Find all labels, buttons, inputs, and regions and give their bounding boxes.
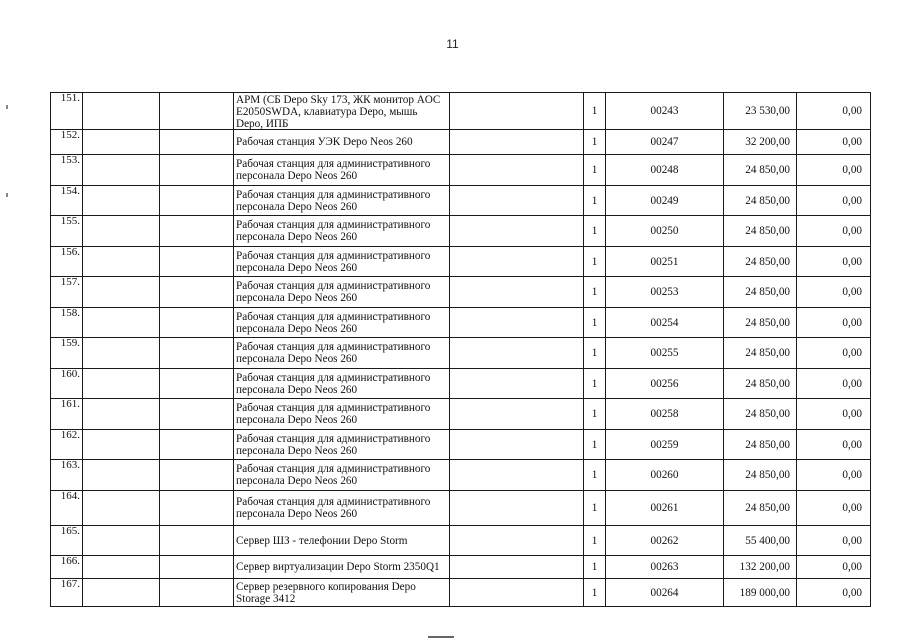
quantity-cell: 1	[584, 399, 606, 430]
inventory-code-cell: 00264	[606, 579, 724, 607]
quantity-cell: 1	[584, 247, 606, 277]
cost-cell: 24 850,00	[724, 491, 797, 526]
table-row	[51, 186, 871, 216]
quantity-cell: 1	[584, 216, 606, 247]
table-row	[51, 308, 871, 338]
inventory-code-cell: 00251	[606, 247, 724, 277]
empty-cell	[83, 155, 160, 186]
empty-cell	[160, 277, 234, 308]
inventory-code-cell: 00262	[606, 526, 724, 556]
margin-mark	[6, 105, 8, 109]
empty-cell	[160, 338, 234, 369]
empty-cell	[83, 526, 160, 556]
item-name-cell	[234, 155, 450, 186]
quantity-cell: 1	[584, 338, 606, 369]
item-name-text: Рабочая станция для административного персонала Depo Neos 260	[236, 496, 431, 520]
empty-cell	[450, 130, 584, 155]
cost-cell: 24 850,00	[724, 216, 797, 247]
table-row	[51, 155, 871, 186]
row-number-cell: 163.	[51, 460, 83, 491]
item-name-cell	[234, 430, 450, 460]
empty-cell	[450, 526, 584, 556]
empty-cell	[450, 579, 584, 607]
page-edge-mark	[428, 636, 454, 638]
item-name-cell	[234, 338, 450, 369]
cost-cell: 24 850,00	[724, 155, 797, 186]
empty-cell	[450, 247, 584, 277]
cost-cell: 32 200,00	[724, 130, 797, 155]
item-name-text: Сервер резервного копирования Depo Storage 3412	[236, 580, 416, 605]
empty-cell	[160, 579, 234, 607]
empty-cell	[160, 399, 234, 430]
table-row	[51, 130, 871, 155]
item-name-cell	[234, 460, 450, 491]
row-number-cell: 155.	[51, 216, 83, 247]
inventory-code-cell: 00253	[606, 277, 724, 308]
row-number-cell: 160.	[51, 369, 83, 399]
empty-cell	[450, 460, 584, 491]
item-name-cell	[234, 186, 450, 216]
page-number: 11	[446, 37, 459, 51]
item-name-text: Рабочая станция УЭК Depo Neos 260	[236, 136, 413, 148]
cost-cell: 24 850,00	[724, 186, 797, 216]
item-name-text: Рабочая станция для административного персонала Depo Neos 260	[236, 188, 431, 213]
item-name-text: Рабочая станция для административного персонала Depo Neos 260	[236, 463, 431, 487]
empty-cell	[450, 399, 584, 430]
quantity-cell: 1	[584, 526, 606, 556]
row-number-cell: 154.	[51, 186, 83, 216]
row-number-cell: 157.	[51, 277, 83, 308]
empty-cell	[450, 308, 584, 338]
quantity-cell: 1	[584, 430, 606, 460]
empty-cell	[160, 216, 234, 247]
cost-cell: 24 850,00	[724, 338, 797, 369]
cost-cell: 132 200,00	[724, 556, 797, 579]
residual-value-cell: 0,00	[797, 556, 871, 579]
cost-cell: 23 530,00	[724, 93, 797, 130]
table-row	[51, 579, 871, 607]
row-number-cell: 161.	[51, 399, 83, 430]
empty-cell	[450, 186, 584, 216]
residual-value-cell: 0,00	[797, 430, 871, 460]
row-number-cell: 152.	[51, 130, 83, 155]
empty-cell	[83, 338, 160, 369]
row-number-cell: 153.	[51, 155, 83, 186]
empty-cell	[160, 526, 234, 556]
residual-value-cell: 0,00	[797, 130, 871, 155]
residual-value-cell: 0,00	[797, 460, 871, 491]
table-row	[51, 247, 871, 277]
row-number-cell: 166.	[51, 556, 83, 579]
row-number-cell: 165.	[51, 526, 83, 556]
empty-cell	[83, 369, 160, 399]
row-number-cell: 164.	[51, 491, 83, 526]
empty-cell	[83, 491, 160, 526]
item-name-cell	[234, 556, 450, 579]
table-row	[51, 216, 871, 247]
quantity-cell: 1	[584, 556, 606, 579]
empty-cell	[450, 430, 584, 460]
item-name-text: Рабочая станция для административного персонала Depo Neos 260	[236, 371, 431, 396]
item-name-cell	[234, 579, 450, 607]
empty-cell	[160, 247, 234, 277]
residual-value-cell: 0,00	[797, 247, 871, 277]
inventory-code-cell: 00249	[606, 186, 724, 216]
empty-cell	[450, 93, 584, 130]
row-number-cell: 162.	[51, 430, 83, 460]
quantity-cell: 1	[584, 460, 606, 491]
residual-value-cell: 0,00	[797, 491, 871, 526]
item-name-cell	[234, 491, 450, 526]
item-name-text: Рабочая станция для административного персонала Depo Neos 260	[236, 341, 431, 365]
quantity-cell: 1	[584, 308, 606, 338]
quantity-cell: 1	[584, 130, 606, 155]
empty-cell	[160, 186, 234, 216]
table-row	[51, 460, 871, 491]
table-row	[51, 338, 871, 369]
item-name-text: Рабочая станция для административного персонала Depo Neos 260	[236, 432, 431, 457]
inventory-code-cell: 00243	[606, 93, 724, 130]
inventory-code-cell: 00256	[606, 369, 724, 399]
residual-value-cell: 0,00	[797, 155, 871, 186]
empty-cell	[83, 308, 160, 338]
empty-cell	[83, 216, 160, 247]
item-name-cell	[234, 369, 450, 399]
row-number-cell: 159.	[51, 338, 83, 369]
row-number-cell: 151.	[51, 93, 83, 130]
item-name-text: Рабочая станция для административного персонала Depo Neos 260	[236, 402, 431, 426]
quantity-cell: 1	[584, 93, 606, 130]
empty-cell	[160, 308, 234, 338]
empty-cell	[160, 491, 234, 526]
table-row	[51, 93, 871, 130]
empty-cell	[160, 556, 234, 579]
quantity-cell: 1	[584, 491, 606, 526]
item-name-cell	[234, 399, 450, 430]
inventory-code-cell: 00247	[606, 130, 724, 155]
residual-value-cell: 0,00	[797, 277, 871, 308]
empty-cell	[450, 369, 584, 399]
table-row	[51, 526, 871, 556]
inventory-code-cell: 00248	[606, 155, 724, 186]
item-name-text: Рабочая станция для административного персонала Depo Neos 260	[236, 249, 431, 274]
empty-cell	[450, 155, 584, 186]
empty-cell	[83, 399, 160, 430]
item-name-text: Рабочая станция для административного персонала Depo Neos 260	[236, 280, 431, 304]
empty-cell	[83, 556, 160, 579]
item-name-cell	[234, 93, 450, 130]
empty-cell	[450, 491, 584, 526]
empty-cell	[160, 460, 234, 491]
empty-cell	[450, 556, 584, 579]
cost-cell: 24 850,00	[724, 460, 797, 491]
quantity-cell: 1	[584, 186, 606, 216]
quantity-cell: 1	[584, 369, 606, 399]
item-name-cell	[234, 277, 450, 308]
quantity-cell: 1	[584, 155, 606, 186]
item-name-cell	[234, 308, 450, 338]
empty-cell	[83, 247, 160, 277]
residual-value-cell: 0,00	[797, 216, 871, 247]
table-row	[51, 369, 871, 399]
empty-cell	[83, 277, 160, 308]
empty-cell	[160, 130, 234, 155]
item-name-text: Сервер виртуализации Depo Storm 2350Q1	[236, 561, 440, 573]
empty-cell	[83, 430, 160, 460]
cost-cell: 55 400,00	[724, 526, 797, 556]
empty-cell	[160, 93, 234, 130]
residual-value-cell: 0,00	[797, 579, 871, 607]
empty-cell	[450, 338, 584, 369]
cost-cell: 24 850,00	[724, 369, 797, 399]
empty-cell	[160, 369, 234, 399]
item-name-cell	[234, 216, 450, 247]
table-row	[51, 556, 871, 579]
residual-value-cell: 0,00	[797, 93, 871, 130]
empty-cell	[160, 155, 234, 186]
item-name-text: Сервер ШЗ - телефонии Depo Storm	[236, 534, 408, 547]
quantity-cell: 1	[584, 579, 606, 607]
inventory-code-cell: 00255	[606, 338, 724, 369]
residual-value-cell: 0,00	[797, 338, 871, 369]
table-row	[51, 491, 871, 526]
item-name-text: Рабочая станция для административного персонала Depo Neos 260	[236, 158, 431, 182]
item-name-text: Рабочая станция для административного персонала Depo Neos 260	[236, 219, 431, 243]
residual-value-cell: 0,00	[797, 369, 871, 399]
item-name-cell	[234, 130, 450, 155]
empty-cell	[83, 130, 160, 155]
residual-value-cell: 0,00	[797, 186, 871, 216]
inventory-table-body	[51, 93, 871, 607]
empty-cell	[450, 277, 584, 308]
inventory-code-cell: 00254	[606, 308, 724, 338]
inventory-code-cell: 00261	[606, 491, 724, 526]
inventory-code-cell: 00260	[606, 460, 724, 491]
quantity-cell: 1	[584, 277, 606, 308]
empty-cell	[83, 93, 160, 130]
table-row	[51, 277, 871, 308]
cost-cell: 24 850,00	[724, 308, 797, 338]
cost-cell: 24 850,00	[724, 277, 797, 308]
inventory-table	[50, 92, 871, 607]
item-name-text: Рабочая станция для административного персонала Depo Neos 260	[236, 310, 431, 335]
item-name-cell	[234, 526, 450, 556]
item-name-text: АРМ (СБ Depo Sky 173, ЖК монитор AOC E2050SWDA, клавиатура Depo, мышь Depo, ИПБ	[236, 93, 441, 129]
margin-mark	[6, 193, 8, 197]
empty-cell	[160, 430, 234, 460]
empty-cell	[450, 216, 584, 247]
table-row	[51, 399, 871, 430]
empty-cell	[83, 460, 160, 491]
residual-value-cell: 0,00	[797, 526, 871, 556]
empty-cell	[83, 186, 160, 216]
cost-cell: 24 850,00	[724, 247, 797, 277]
inventory-code-cell: 00250	[606, 216, 724, 247]
empty-cell	[83, 579, 160, 607]
inventory-code-cell: 00259	[606, 430, 724, 460]
table-row	[51, 430, 871, 460]
residual-value-cell: 0,00	[797, 399, 871, 430]
cost-cell: 24 850,00	[724, 430, 797, 460]
row-number-cell: 167.	[51, 579, 83, 607]
inventory-code-cell: 00263	[606, 556, 724, 579]
inventory-code-cell: 00258	[606, 399, 724, 430]
cost-cell: 24 850,00	[724, 399, 797, 430]
residual-value-cell: 0,00	[797, 308, 871, 338]
item-name-cell	[234, 247, 450, 277]
row-number-cell: 158.	[51, 308, 83, 338]
row-number-cell: 156.	[51, 247, 83, 277]
cost-cell: 189 000,00	[724, 579, 797, 607]
